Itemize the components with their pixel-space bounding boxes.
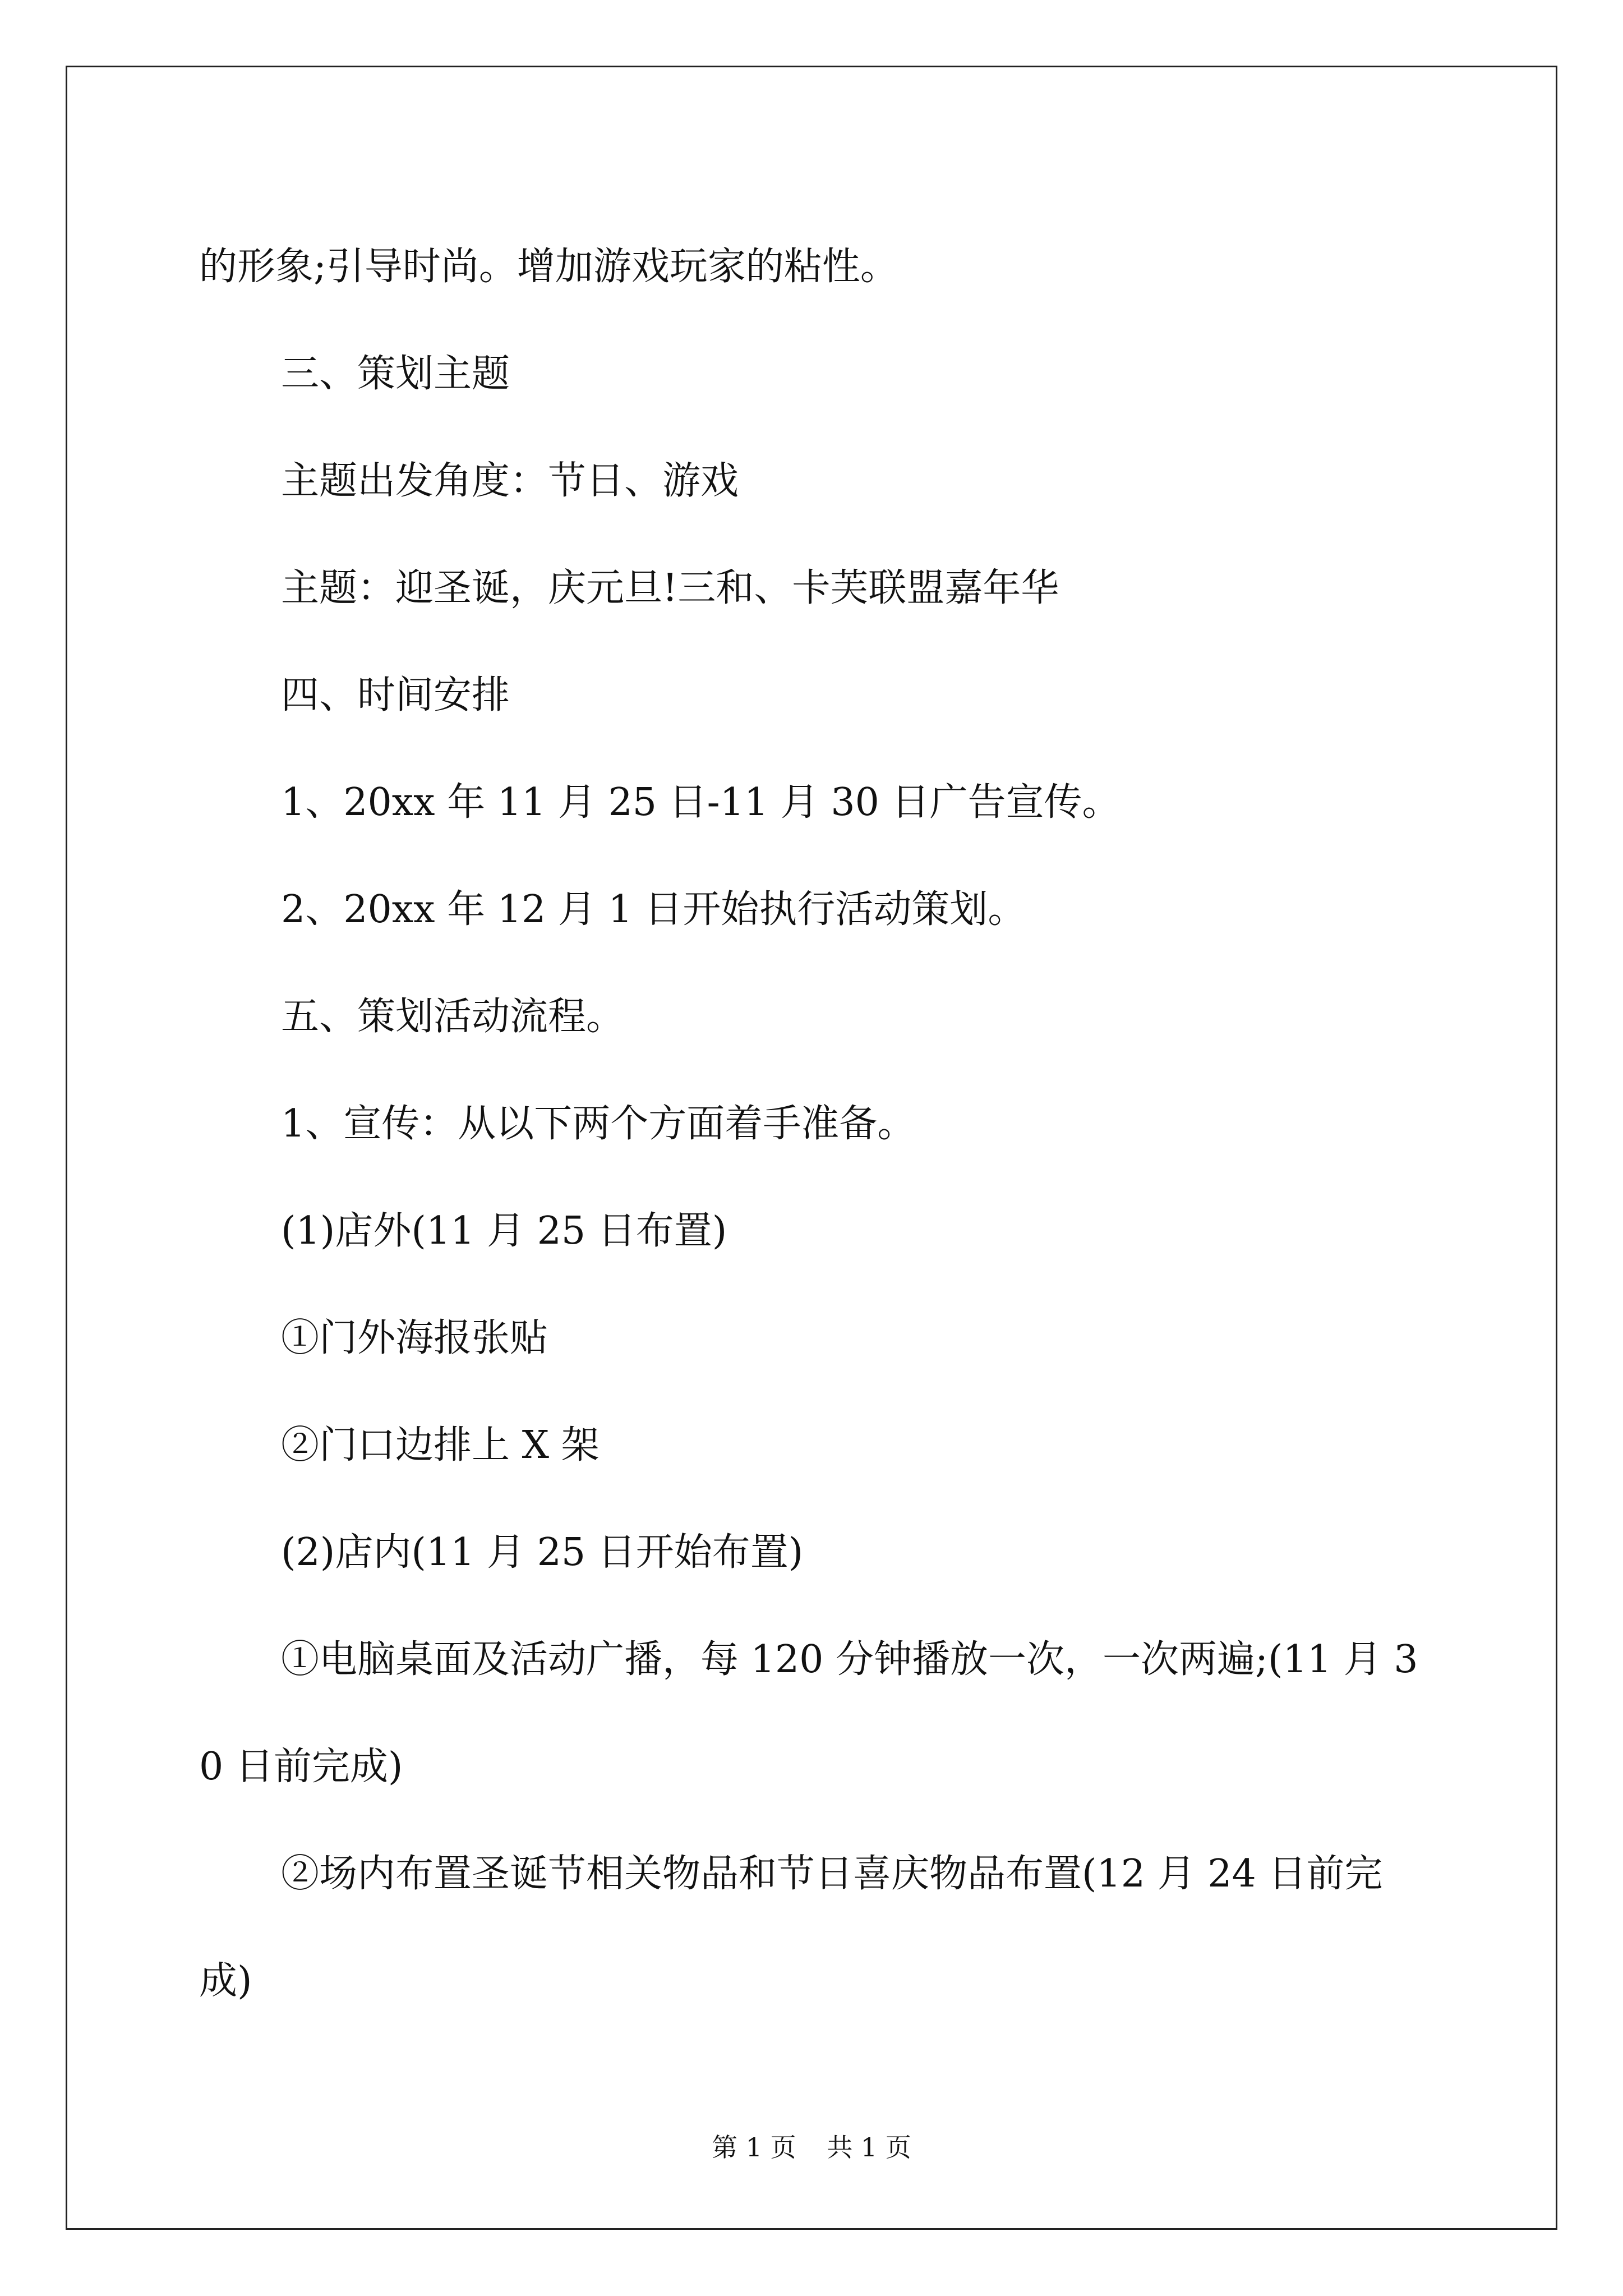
list-item: (1)店外(11 月 25 日布置) (281, 1209, 727, 1253)
list-item: ①门外海报张贴 (281, 1316, 548, 1360)
document-body (199, 213, 1427, 2035)
paragraph: 主题：迎圣诞，庆元旦!三和、卡芙联盟嘉年华 (281, 566, 1059, 610)
list-item: ②门口边排上 X 架 (281, 1423, 600, 1467)
list-item: ①电脑桌面及活动广播，每 120 分钟播放一次，一次两遍;(11 月 30 日前完成) (199, 1637, 1418, 1789)
paragraph: 主题出发角度：节日、游戏 (281, 459, 739, 503)
list-item: ②场内布置圣诞节相关物品和节日喜庆物品布置(12 月 24 日前完成) (199, 1852, 1383, 2003)
list-item: (2)店内(11 月 25 日开始布置) (281, 1530, 804, 1575)
paragraph: 的形象;引导时尚。增加游戏玩家的粘性。 (199, 245, 898, 289)
page-number: 第 1 页 (712, 2132, 796, 2162)
page-count: 共 1 页 (827, 2132, 911, 2162)
section-heading: 五、策划活动流程。 (281, 995, 625, 1039)
page-footer (0, 2131, 1623, 2164)
section-heading: 三、策划主题 (281, 352, 510, 396)
list-item: 1、宣传：从以下两个方面着手准备。 (281, 1102, 916, 1146)
section-heading: 四、时间安排 (281, 673, 510, 717)
list-item: 1、20xx 年 11 月 25 日-11 月 30 日广告宣传。 (281, 780, 1121, 825)
list-item: 2、20xx 年 12 月 1 日开始执行活动策划。 (281, 887, 1026, 932)
